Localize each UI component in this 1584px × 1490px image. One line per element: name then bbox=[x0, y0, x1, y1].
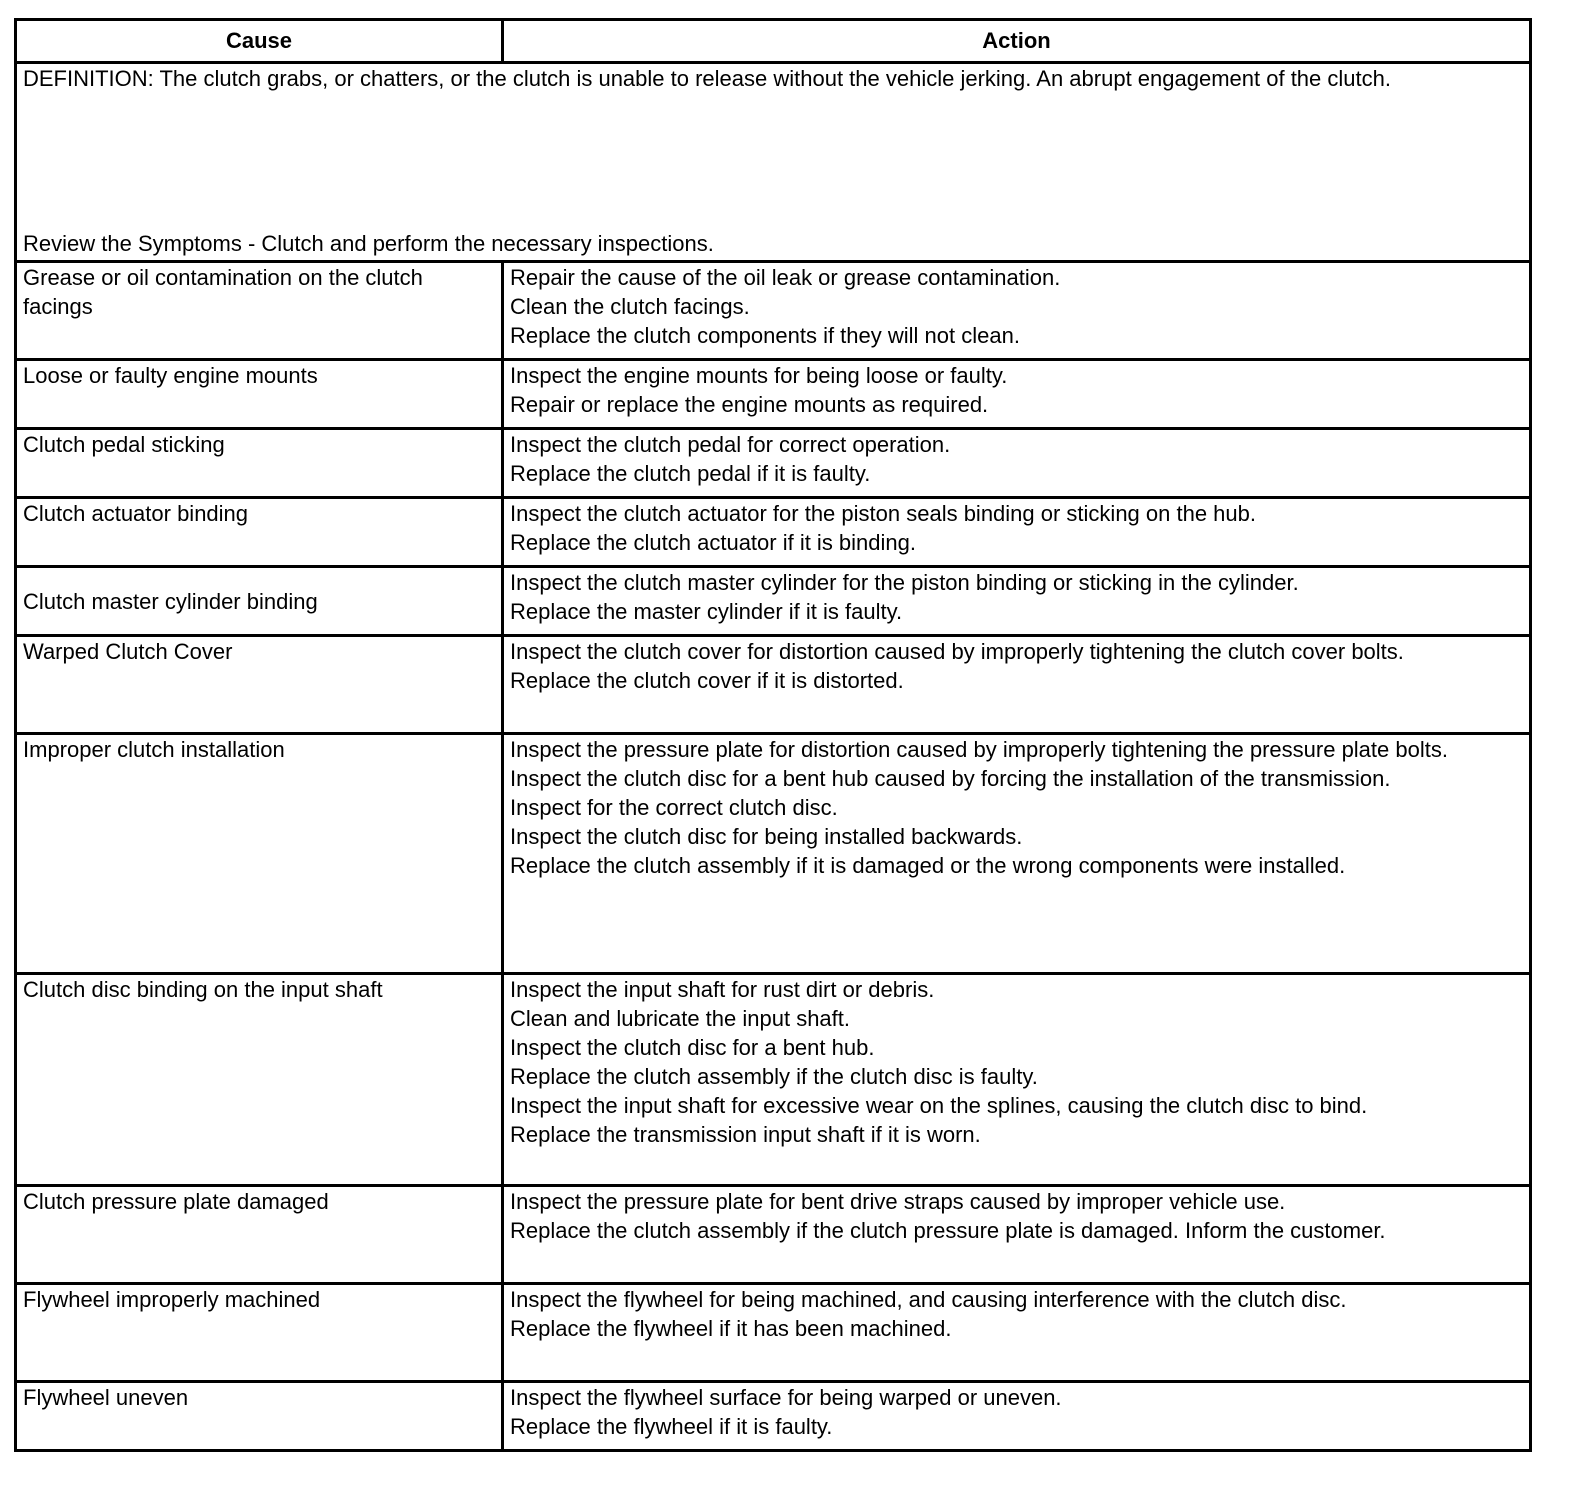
table-row bbox=[16, 360, 1531, 429]
action-line: Inspect the clutch pedal for correct operation. bbox=[510, 432, 951, 457]
action-line: Inspect the flywheel for being machined, and causing interference with the clutch disc. bbox=[510, 1287, 1347, 1312]
cause-cell: Improper clutch installation bbox=[16, 734, 503, 974]
action-line: Inspect the pressure plate for distortion caused by improperly tightening the pressure plate bolts. bbox=[510, 737, 1448, 762]
action-line: Inspect the engine mounts for being loose or faulty. bbox=[510, 363, 1008, 388]
action-cell bbox=[503, 974, 1531, 1186]
action-line: Replace the clutch actuator if it is binding. bbox=[510, 530, 917, 555]
action-line: Inspect the clutch disc for being installed backwards. bbox=[510, 824, 1023, 849]
table-row bbox=[16, 734, 1531, 974]
action-cell bbox=[503, 360, 1531, 429]
action-line: Repair the cause of the oil leak or grease contamination. bbox=[510, 265, 1061, 290]
cause-cell: Loose or faulty engine mounts bbox=[16, 360, 503, 429]
action-line: Replace the flywheel if it is faulty. bbox=[510, 1414, 833, 1439]
cause-cell: Warped Clutch Cover bbox=[16, 636, 503, 734]
table-row bbox=[16, 974, 1531, 1186]
action-line: Inspect the flywheel surface for being warped or uneven. bbox=[510, 1385, 1062, 1410]
diagnostic-table bbox=[14, 18, 1532, 1452]
cause-cell: Clutch master cylinder binding bbox=[16, 567, 503, 636]
table-row bbox=[16, 1382, 1531, 1451]
definition-row bbox=[16, 63, 1531, 262]
definition-cell bbox=[16, 63, 1531, 262]
action-cell bbox=[503, 262, 1531, 360]
action-line: Inspect the clutch master cylinder for the piston binding or sticking in the cylinder. bbox=[510, 570, 1299, 595]
action-cell bbox=[503, 1186, 1531, 1284]
action-line: Replace the clutch components if they will not clean. bbox=[510, 323, 1020, 348]
table-row bbox=[16, 498, 1531, 567]
table-row bbox=[16, 636, 1531, 734]
action-line: Clean the clutch facings. bbox=[510, 294, 750, 319]
action-line: Replace the master cylinder if it is faulty. bbox=[510, 599, 903, 624]
cause-cell: Grease or oil contamination on the clutch facings bbox=[16, 262, 503, 360]
action-line: Inspect the pressure plate for bent drive straps caused by improper vehicle use. bbox=[510, 1189, 1286, 1214]
cause-cell: Clutch pressure plate damaged bbox=[16, 1186, 503, 1284]
action-line: Inspect the clutch disc for a bent hub. bbox=[510, 1035, 875, 1060]
action-line: Replace the clutch assembly if the clutch pressure plate is damaged. Inform the customer. bbox=[510, 1218, 1386, 1243]
review-symptoms-text: Review the Symptoms - Clutch and perform the necessary inspections. bbox=[23, 231, 714, 256]
action-line: Inspect for the correct clutch disc. bbox=[510, 795, 838, 820]
action-line: Inspect the clutch disc for a bent hub caused by forcing the installation of the transmission. bbox=[510, 766, 1391, 791]
action-line: Repair or replace the engine mounts as required. bbox=[510, 392, 989, 417]
action-line: Inspect the clutch cover for distortion caused by improperly tightening the clutch cover bolts. bbox=[510, 639, 1404, 664]
action-cell bbox=[503, 498, 1531, 567]
table-row bbox=[16, 1186, 1531, 1284]
action-cell bbox=[503, 1382, 1531, 1451]
cause-cell: Flywheel improperly machined bbox=[16, 1284, 503, 1382]
cause-cell: Flywheel uneven bbox=[16, 1382, 503, 1451]
action-line: Inspect the input shaft for rust dirt or debris. bbox=[510, 977, 935, 1002]
action-cell bbox=[503, 734, 1531, 974]
action-line: Replace the clutch cover if it is distorted. bbox=[510, 668, 904, 693]
action-cell bbox=[503, 567, 1531, 636]
header-row bbox=[16, 20, 1531, 63]
table-row bbox=[16, 429, 1531, 498]
action-cell bbox=[503, 429, 1531, 498]
action-line: Replace the clutch assembly if it is damaged or the wrong components were installed. bbox=[510, 853, 1346, 878]
action-cell bbox=[503, 1284, 1531, 1382]
action-line: Inspect the input shaft for excessive wear on the splines, causing the clutch disc to bind. bbox=[510, 1093, 1368, 1118]
action-line: Replace the flywheel if it has been machined. bbox=[510, 1316, 952, 1341]
cause-cell: Clutch pedal sticking bbox=[16, 429, 503, 498]
table-row bbox=[16, 567, 1531, 636]
header-cause: Cause bbox=[16, 20, 503, 63]
cause-cell: Clutch disc binding on the input shaft bbox=[16, 974, 503, 1186]
header-action: Action bbox=[503, 20, 1531, 63]
action-cell bbox=[503, 636, 1531, 734]
action-line: Replace the transmission input shaft if it is worn. bbox=[510, 1122, 981, 1147]
action-line: Replace the clutch pedal if it is faulty. bbox=[510, 461, 871, 486]
definition-text: DEFINITION: The clutch grabs, or chatters, or the clutch is unable to release without the vehicle jerking. An abrupt engagement of the clutch. bbox=[23, 66, 1391, 91]
action-line: Inspect the clutch actuator for the piston seals binding or sticking on the hub. bbox=[510, 501, 1257, 526]
action-line: Clean and lubricate the input shaft. bbox=[510, 1006, 851, 1031]
table-row bbox=[16, 1284, 1531, 1382]
table-row bbox=[16, 262, 1531, 360]
action-line: Replace the clutch assembly if the clutch disc is faulty. bbox=[510, 1064, 1038, 1089]
cause-cell: Clutch actuator binding bbox=[16, 498, 503, 567]
